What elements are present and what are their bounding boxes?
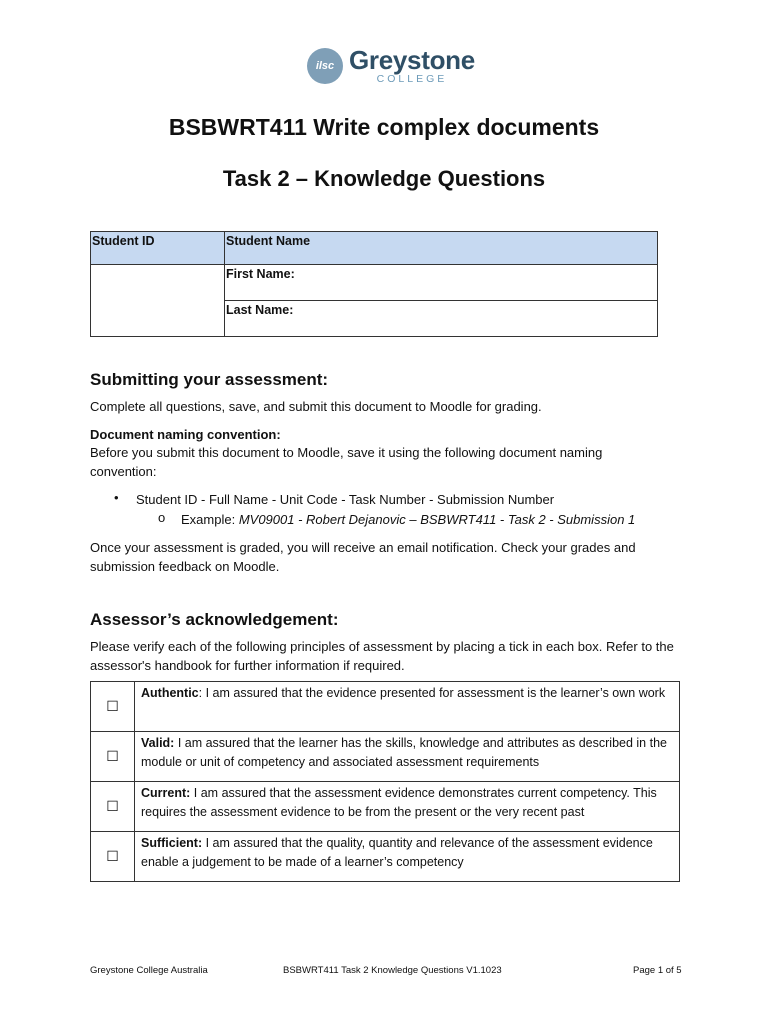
submitting-intro: Complete all questions, save, and submit this document to Moodle for grading. (90, 399, 542, 414)
acknowledgement-heading: Assessor’s acknowledgement: (90, 610, 339, 629)
principle-row-authentic (91, 682, 680, 732)
student-name-header: Student Name (225, 232, 658, 265)
principle-row-sufficient (91, 832, 680, 882)
checkbox-icon[interactable]: ☐ (91, 782, 135, 832)
submitting-heading: Submitting your assessment: (90, 370, 329, 389)
checkbox-icon[interactable]: ☐ (91, 732, 135, 782)
principle-valid: Valid: I am assured that the learner has the skills, knowledge and attributes as described in the module or unit of competency and associated assessment requirements (135, 732, 680, 782)
student-details-table (90, 231, 658, 337)
naming-convention-heading: Document naming convention: (90, 427, 281, 442)
logo-subtitle: COLLEGE (376, 73, 448, 86)
bullet-circle-icon: o (158, 510, 166, 525)
first-name-field[interactable]: First Name: (225, 265, 658, 301)
bullet-dot-icon: • (114, 490, 119, 505)
naming-format-bullet: Student ID - Full Name - Unit Code - Task Number - Submission Number (136, 492, 555, 507)
last-name-field[interactable]: Last Name: (225, 301, 658, 337)
footer-page-number: Page 1 of 5 (633, 965, 682, 976)
document-title: BSBWRT411 Write complex documents (168, 114, 600, 140)
principle-row-valid (91, 732, 680, 782)
principle-row-current (91, 782, 680, 832)
checkbox-icon[interactable]: ☐ (91, 682, 135, 732)
acknowledgement-intro: Please verify each of the following principles of assessment by placing a tick in each box. Refer to the assessor's handbook for further information if required. (90, 639, 674, 673)
ilsc-badge-icon: ilsc (307, 48, 343, 84)
assessment-principles-table (90, 681, 680, 882)
logo-wordmark: Greystone (349, 45, 475, 76)
principle-current: Current: I am assured that the assessment evidence demonstrates current competency. This requires the assessment evidence to be from the present or the very recent past (135, 782, 680, 832)
principle-authentic: Authentic: I am assured that the evidence presented for assessment is the learner’s own work (135, 682, 680, 732)
student-id-header: Student ID (91, 232, 225, 265)
document-subtitle: Task 2 – Knowledge Questions (222, 166, 546, 191)
checkbox-icon[interactable]: ☐ (91, 832, 135, 882)
principle-sufficient: Sufficient: I am assured that the quality, quantity and relevance of the assessment evidence enable a judgement to be made of a learner’s competency (135, 832, 680, 882)
naming-example: Example: MV09001 - Robert Dejanovic – BSBWRT411 - Task 2 - Submission 1 (181, 512, 636, 527)
graded-notice: Once your assessment is graded, you will receive an email notification. Check your grades and submission feedback on Moodle. (90, 540, 636, 574)
student-id-field[interactable] (91, 265, 225, 337)
footer-organisation: Greystone College Australia (90, 965, 208, 976)
greystone-logo (307, 44, 475, 88)
footer-document-code: BSBWRT411 Task 2 Knowledge Questions V1.1023 (283, 965, 502, 976)
naming-convention-text: Before you submit this document to Moodle, save it using the following document naming convention: (90, 445, 603, 479)
